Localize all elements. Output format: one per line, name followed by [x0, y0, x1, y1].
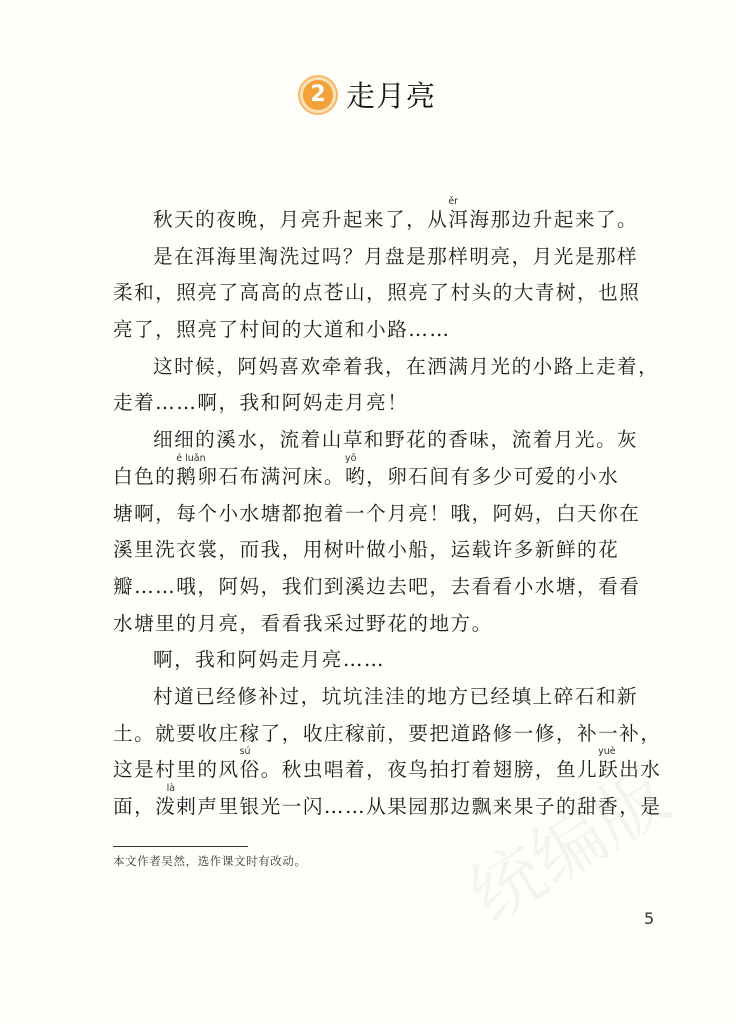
pinyin-annotation: sú	[239, 746, 251, 758]
text-segment	[113, 318, 451, 341]
segment-text: 俗	[239, 758, 261, 782]
text-line	[113, 783, 662, 826]
text-segment	[153, 355, 659, 378]
segment-text: 出水	[619, 758, 662, 782]
text-line	[113, 496, 653, 533]
segment-text: 啊，我和阿妈走月亮……	[153, 648, 386, 672]
lesson-header	[0, 74, 736, 118]
segment-text: 秋天的夜晚，月亮升起来了，从	[153, 208, 449, 231]
segment-text: 柔和，照亮了高高的点苍山，照亮了村头的大青树，也照	[113, 281, 641, 305]
text-segment	[197, 795, 661, 818]
text-segment	[218, 465, 345, 488]
pinyin-annotation: é luǎn	[176, 452, 206, 464]
text-segment	[113, 758, 240, 781]
annotated-word	[345, 452, 367, 488]
footnote: 本文作者吴然，选作课文时有改动。	[113, 854, 307, 868]
page-number: 5	[644, 909, 655, 928]
segment-text: 泼剌	[155, 795, 198, 818]
text-line	[113, 196, 653, 239]
article-body	[113, 196, 662, 826]
segment-text: 细细的溪水，流着山草和野花的香味，流着月光。灰	[153, 428, 639, 452]
text-segment	[153, 245, 638, 268]
annotated-word	[598, 746, 620, 782]
pinyin-annotation: ěr	[448, 196, 459, 207]
text-segment	[153, 648, 385, 671]
segment-text: 村道已经修补过，坑坑洼洼的地方已经填上碎石和新	[153, 684, 639, 708]
annotated-word	[155, 783, 198, 818]
pinyin-annotation: yō	[345, 452, 357, 464]
annotated-word	[448, 196, 470, 231]
text-segment	[619, 758, 661, 781]
text-line	[113, 452, 653, 496]
segment-text: 亮了，照亮了村间的大道和小路……	[113, 318, 451, 342]
segment-text: 溪里洗衣裳，而我，用树叶做小船，运载许多新鲜的花	[113, 538, 620, 562]
segment-text: 走着……啊，我和阿妈走月亮！	[113, 391, 409, 415]
text-segment	[113, 722, 661, 745]
text-segment	[113, 538, 619, 561]
segment-text: 跃	[598, 758, 620, 782]
segment-text: 水塘里的月亮，看看我采过野花的地方。	[113, 611, 493, 635]
segment-text: ，卵石间有多少可爱的小水	[366, 464, 620, 488]
annotated-word	[239, 746, 261, 782]
text-segment	[153, 208, 448, 231]
text-segment	[261, 758, 599, 781]
segment-text: 这时候，阿妈喜欢牵着我，在洒满月光的小路上走着，	[153, 354, 660, 378]
annotated-word	[176, 452, 219, 488]
text-line	[113, 716, 662, 753]
text-line	[113, 275, 653, 312]
segment-text: 白色的	[113, 464, 177, 488]
text-segment	[469, 208, 638, 231]
text-segment	[153, 428, 638, 451]
text-segment	[113, 391, 408, 414]
text-segment	[113, 575, 640, 598]
page-title: 走月亮	[345, 79, 436, 113]
text-line	[113, 642, 653, 679]
segment-text: 土。就要收庄稼了，收庄稼前，要把道路修一修，补一补，	[113, 721, 662, 745]
lesson-number-badge: 2	[300, 77, 336, 113]
text-segment	[366, 465, 619, 488]
text-segment	[113, 502, 640, 525]
segment-text: 瓣……哦，阿妈，我们到溪边去吧，去看看小水塘，看看	[113, 574, 641, 598]
segment-text: 声里银光一闪……从果园那边飘来果子的甜香，是	[197, 795, 662, 818]
segment-text: 海那边升起来了。	[469, 208, 639, 231]
segment-text: 塘啊，每个小水塘都抱着一个月亮！哦，阿妈，白天你在	[113, 501, 641, 525]
pinyin-annotation: là	[166, 783, 176, 794]
text-line	[113, 385, 653, 422]
text-segment	[113, 281, 640, 304]
segment-text: 石布满河床。	[218, 464, 346, 488]
text-line	[113, 606, 653, 643]
text-segment	[113, 795, 155, 818]
segment-text: 这是村里的风	[113, 758, 240, 782]
segment-text: 。秋虫唱着，夜鸟拍打着翅膀，鱼儿	[260, 758, 599, 782]
footnote-divider	[113, 846, 248, 847]
segment-text: 面，	[113, 795, 156, 818]
segment-text: 洱	[448, 208, 470, 231]
text-line	[113, 532, 653, 569]
segment-text: 鹅卵	[176, 464, 219, 488]
text-line	[113, 746, 662, 789]
text-segment	[153, 685, 638, 708]
text-segment	[113, 465, 176, 488]
pinyin-annotation: yuè	[598, 746, 616, 758]
text-line	[113, 569, 653, 606]
text-line	[113, 679, 653, 716]
text-line	[113, 239, 653, 276]
text-segment	[113, 612, 493, 635]
segment-text: 哟	[345, 464, 367, 488]
text-line	[113, 349, 660, 386]
segment-text: 是在洱海里淘洗过吗？月盘是那样明亮，月光是那样	[153, 244, 639, 268]
text-line	[113, 312, 653, 349]
